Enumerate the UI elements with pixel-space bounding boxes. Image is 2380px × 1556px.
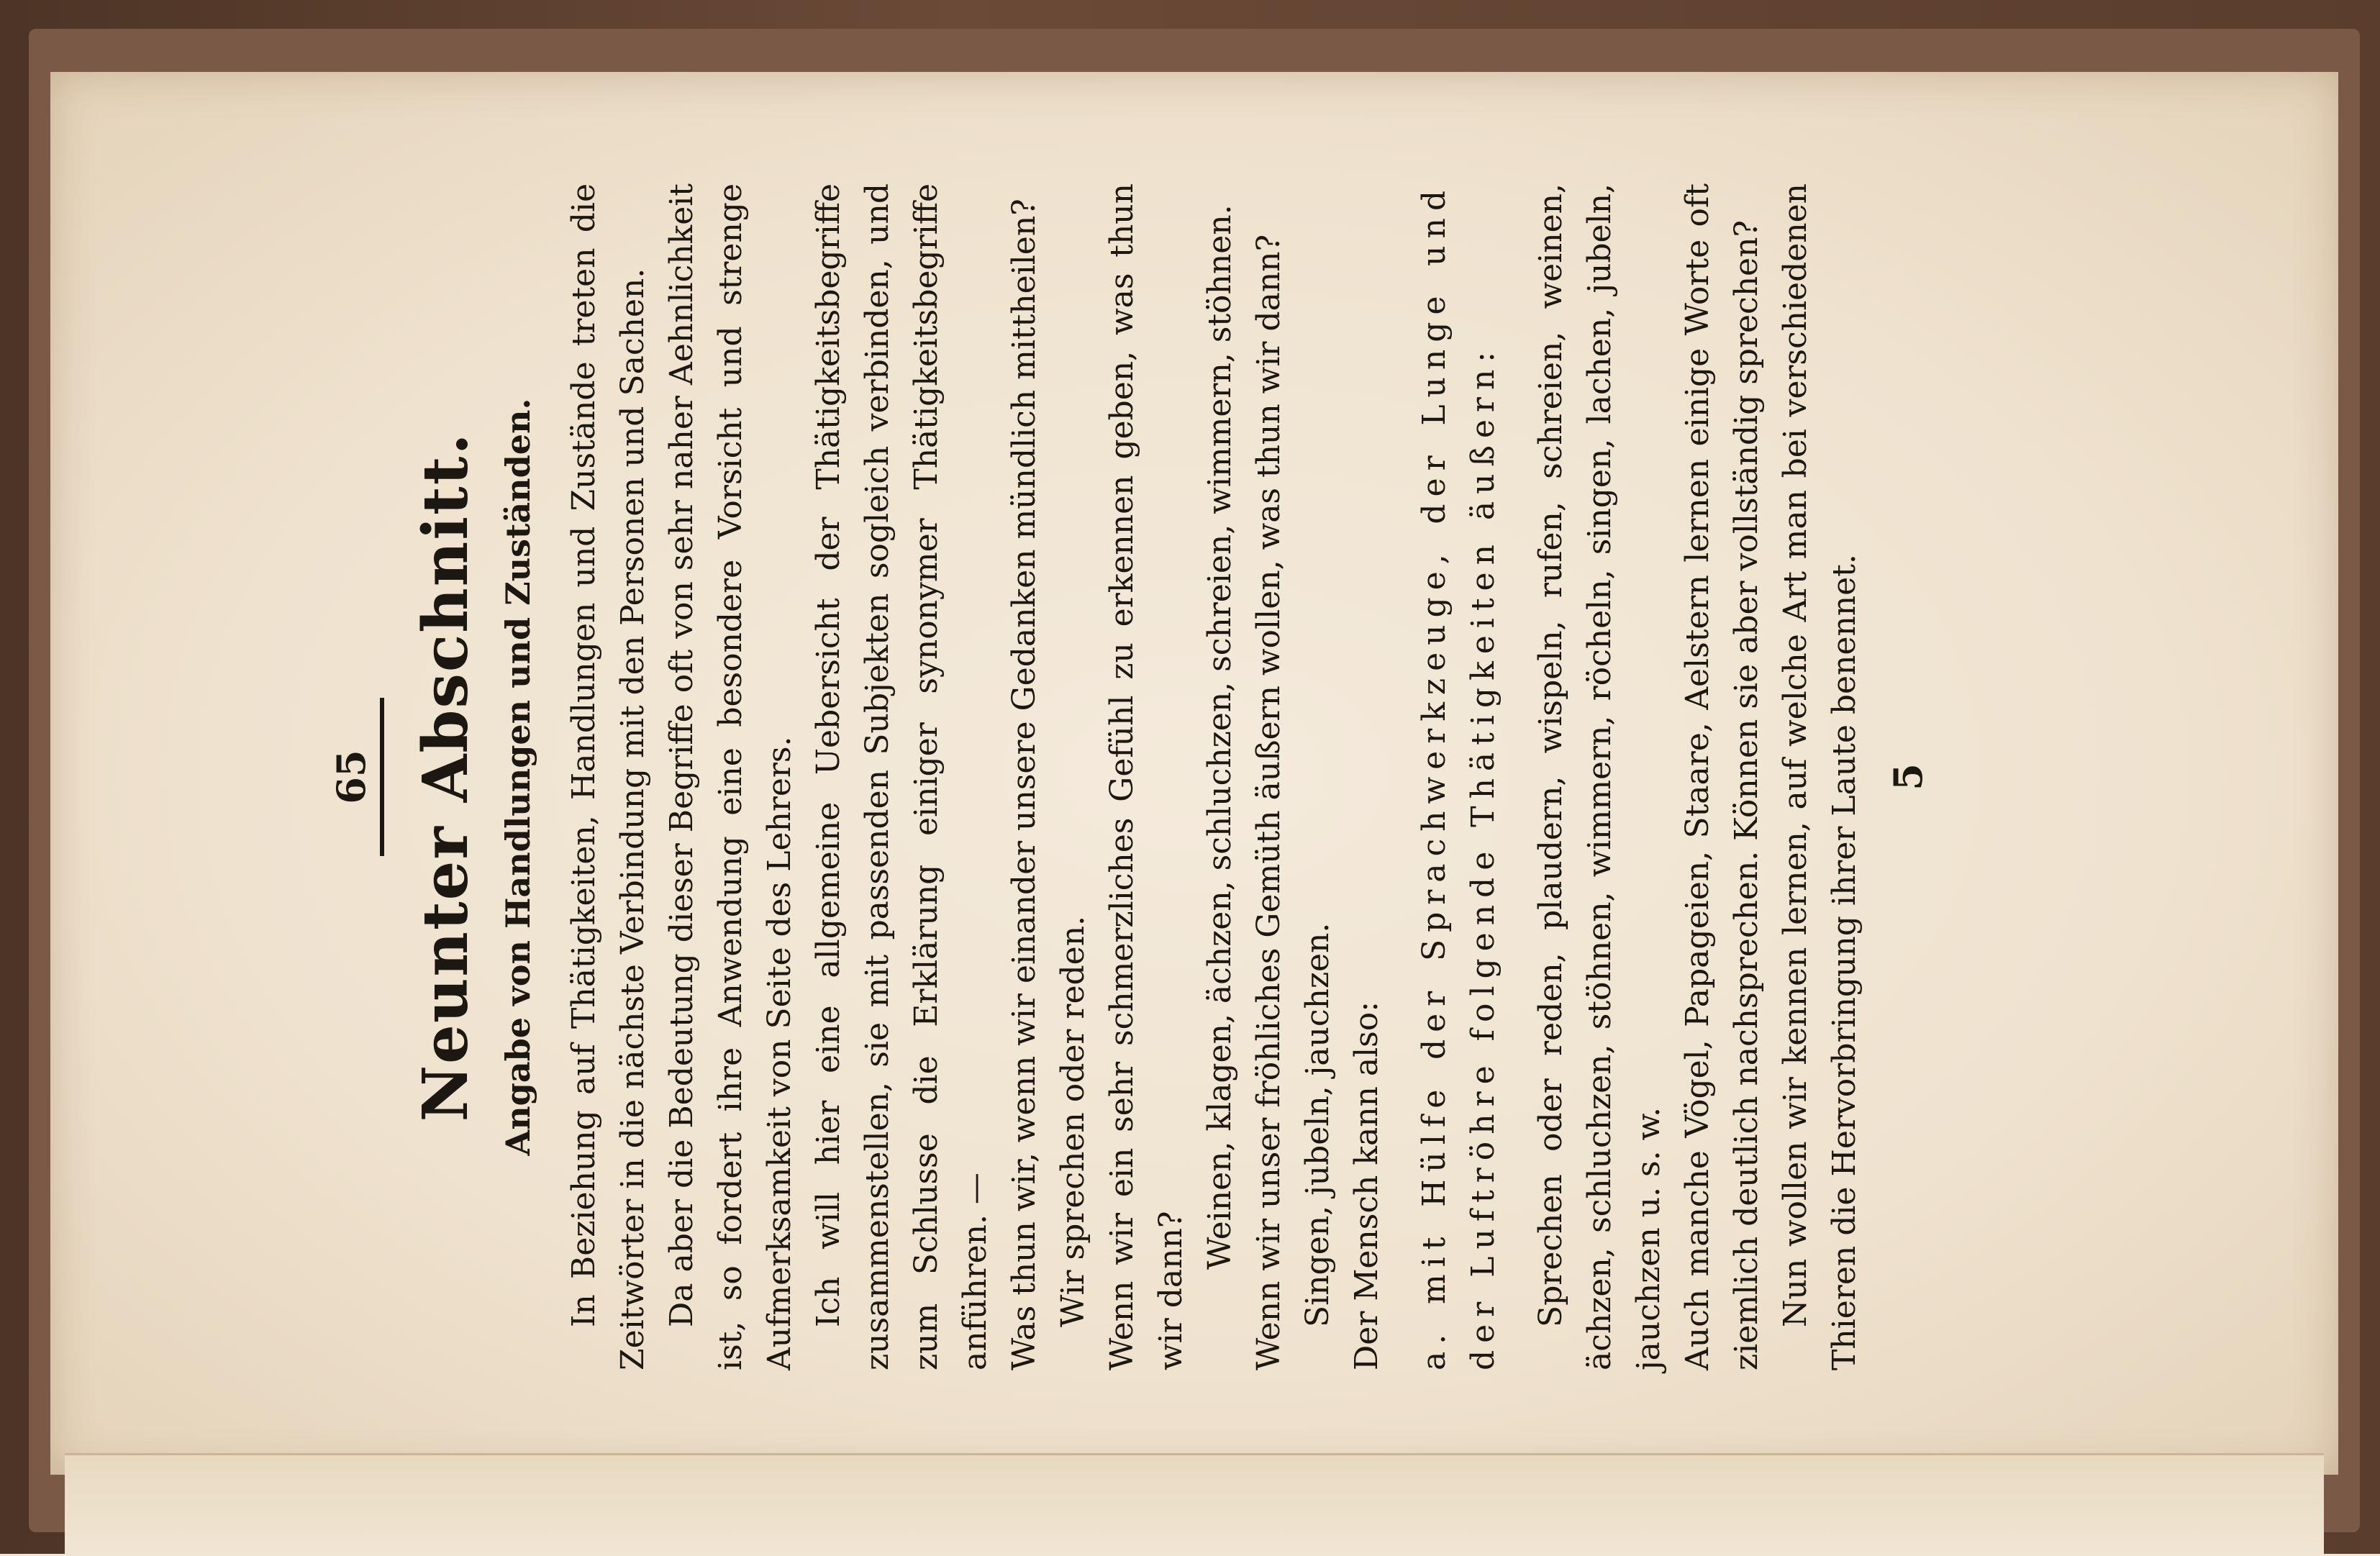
conclusion: Der Mensch kann also: (1348, 1001, 1385, 1370)
section-subtitle: Angabe von Handlungen und Zuständen. (499, 398, 537, 1156)
paragraph-1: In Beziehung auf Thätigkeiten, Handlungen und Zustände treten die Zeitwörter in die nächste Verbindung mit den Personen und Sachen. (566, 183, 651, 1370)
question-3: Wenn wir unser fröhliches Gemüth äußern wollen, was thun wir dann? (1250, 234, 1287, 1370)
next-page-edge (65, 1453, 2324, 1556)
paragraph-3: Ich will hier eine allgemeine Uebersicht der Thätigkeitsbegriffe zusammenstellen, sie mit passenden Subjekten sogleich verbinden, und zum Schlusse die Erklärung einiger synonymer Thätigkeitsbegriffe anführen. — (810, 183, 994, 1370)
paragraph-6: Nun wollen wir kennen lernen, auf welche Art man bei verschiedenen Thieren die Hervorbringung ihrer Laute benennet. (1777, 183, 1863, 1370)
answer-3: Singen, jubeln, jauchzen. (1299, 922, 1336, 1327)
paragraph-5: Auch manche Vögel, Papageien, Staare, Aelstern lernen einige Worte oft ziemlich deutlich nachsprechen. Können sie aber vollständig sprechen? (1679, 183, 1765, 1370)
page-text (327, 183, 2053, 1370)
question-1: Was thun wir, wenn wir einander unsere Gedanken mündlich mittheilen? (1006, 199, 1043, 1370)
section-a: a. mit Hülfe der Sprachwerkzeuge, der Lunge und der Luftröhre folgende Thätigkeiten äußern: (1416, 183, 1502, 1370)
answer-2: Weinen, klagen, ächzen, schluchzen, schreien, wimmern, stöhnen. (1202, 204, 1238, 1270)
signature-mark: 5 (1885, 763, 1931, 791)
header-rule (380, 698, 384, 856)
section-title: Neunter Abschnitt. (409, 432, 482, 1122)
question-2: Wenn wir ein sehr schmerzliches Gefühl zu erkennen geben, was thun wir dann? (1104, 183, 1189, 1370)
answer-1: Wir sprechen oder reden. (1055, 915, 1091, 1327)
page-number: 65 (328, 750, 374, 804)
paragraph-4: Sprechen oder reden, plaudern, wispeln, rufen, schreien, weinen, ächzen, schluchzen, stöhnen, wimmern, röcheln, singen, lachen, jubeln, jauchzen u. s. w. (1532, 183, 1667, 1370)
paragraph-2: Da aber die Bedeutung dieser Begriffe oft von sehr naher Aehnlichkeit ist, so fordert ihre Anwendung eine besondere Vorsicht und strenge Aufmerksamkeit von Seite des Lehrers. (663, 183, 798, 1370)
